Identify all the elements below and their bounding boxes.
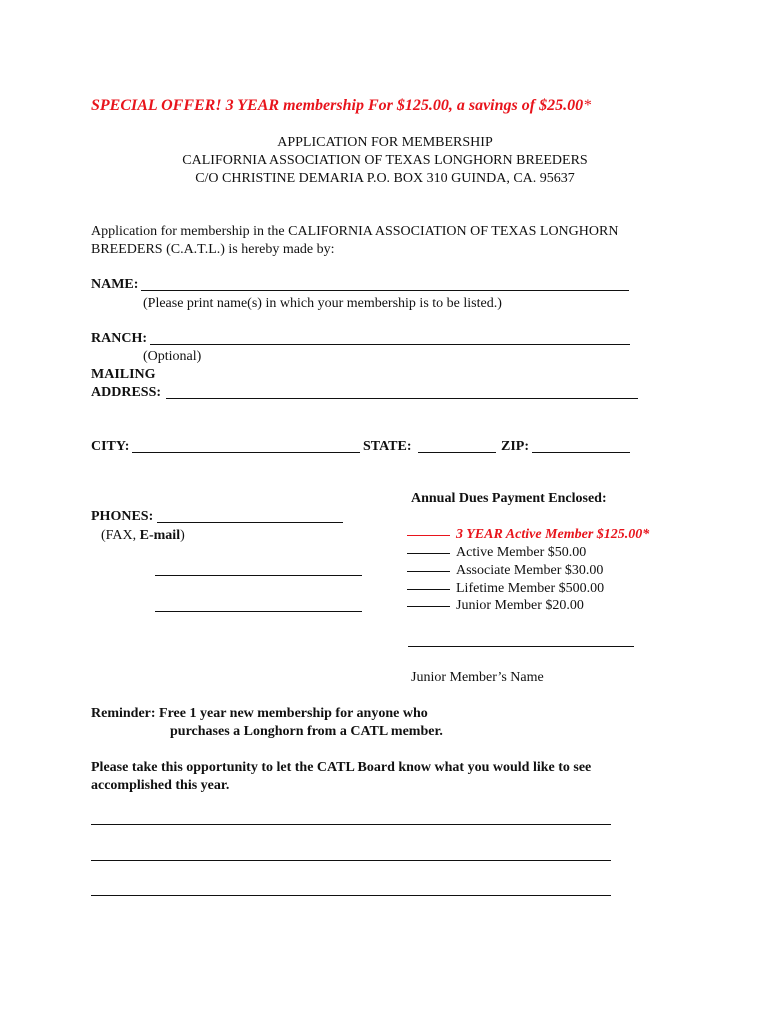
dues-option-label: Active Member $50.00: [456, 545, 587, 560]
phones-hint-prefix: (FAX,: [101, 528, 140, 543]
dues-option-label: Associate Member $30.00: [456, 563, 604, 578]
name-label: NAME:: [91, 277, 139, 292]
junior-name-label: Junior Member’s Name: [411, 670, 544, 685]
dues-option-junior[interactable]: [407, 597, 584, 614]
reminder-line-2: purchases a Longhorn from a CATL member.: [170, 724, 443, 739]
junior-name-field[interactable]: [408, 646, 634, 647]
ranch-label: RANCH:: [91, 331, 147, 346]
dues-option-3year[interactable]: [407, 526, 649, 543]
address-field[interactable]: [166, 398, 638, 399]
phones-hint: [101, 527, 185, 544]
city-label: CITY:: [91, 439, 130, 454]
ranch-field[interactable]: [150, 344, 630, 345]
dues-option-label: 3 YEAR Active Member $125.00*: [456, 527, 650, 542]
dues-option-label: Lifetime Member $500.00: [456, 581, 605, 596]
email-field[interactable]: [155, 611, 362, 612]
phones-hint-email: E-mail: [139, 528, 181, 543]
form-title: APPLICATION FOR MEMBERSHIP: [277, 135, 493, 150]
intro-line-1: Application for membership in the CALIFORNIA ASSOCIATION OF TEXAS LONGHORN: [91, 224, 619, 239]
mailing-label: MAILING: [91, 367, 156, 382]
association-name: CALIFORNIA ASSOCIATION OF TEXAS LONGHORN BREEDERS: [182, 153, 588, 168]
dues-checkline[interactable]: [407, 589, 450, 590]
dues-title: Annual Dues Payment Enclosed:: [411, 491, 607, 506]
special-offer-star: *: [583, 97, 592, 114]
ranch-hint: (Optional): [143, 349, 202, 364]
feedback-prompt-1: Please take this opportunity to let the CATL Board know what you would like to see: [91, 760, 592, 775]
dues-option-associate[interactable]: [407, 562, 603, 579]
phone-field[interactable]: [157, 522, 343, 523]
intro-line-2: BREEDERS (C.A.T.L.) is hereby made by:: [91, 242, 335, 257]
feedback-prompt-2: accomplished this year.: [91, 778, 230, 793]
reminder-line-1: Reminder: Free 1 year new membership for anyone who: [91, 706, 428, 721]
dues-option-label: Junior Member $20.00: [456, 598, 584, 613]
name-hint: (Please print name(s) in which your membership is to be listed.): [143, 296, 502, 311]
state-label: STATE:: [363, 439, 412, 454]
feedback-line[interactable]: [91, 895, 611, 896]
phones-label: PHONES:: [91, 509, 154, 524]
dues-checkline[interactable]: [407, 571, 450, 572]
dues-checkline[interactable]: [407, 553, 450, 554]
zip-field[interactable]: [532, 452, 630, 453]
fax-field[interactable]: [155, 575, 362, 576]
address-label: ADDRESS:: [91, 385, 162, 400]
feedback-line[interactable]: [91, 860, 611, 861]
special-offer-text: SPECIAL OFFER! 3 YEAR membership For $125.00, a savings of $25.00: [91, 97, 584, 114]
dues-checkline[interactable]: [407, 535, 450, 536]
special-offer-banner: [91, 97, 591, 114]
phones-hint-suffix: ): [180, 528, 185, 543]
dues-checkline[interactable]: [407, 606, 450, 607]
zip-label: ZIP:: [501, 439, 529, 454]
dues-option-active[interactable]: [407, 544, 586, 561]
feedback-line[interactable]: [91, 824, 611, 825]
name-field[interactable]: [141, 290, 629, 291]
dues-option-lifetime[interactable]: [407, 580, 604, 597]
city-field[interactable]: [132, 452, 360, 453]
state-field[interactable]: [418, 452, 496, 453]
mailing-address-header: C/O CHRISTINE DEMARIA P.O. BOX 310 GUINDA, CA. 95637: [195, 171, 575, 186]
